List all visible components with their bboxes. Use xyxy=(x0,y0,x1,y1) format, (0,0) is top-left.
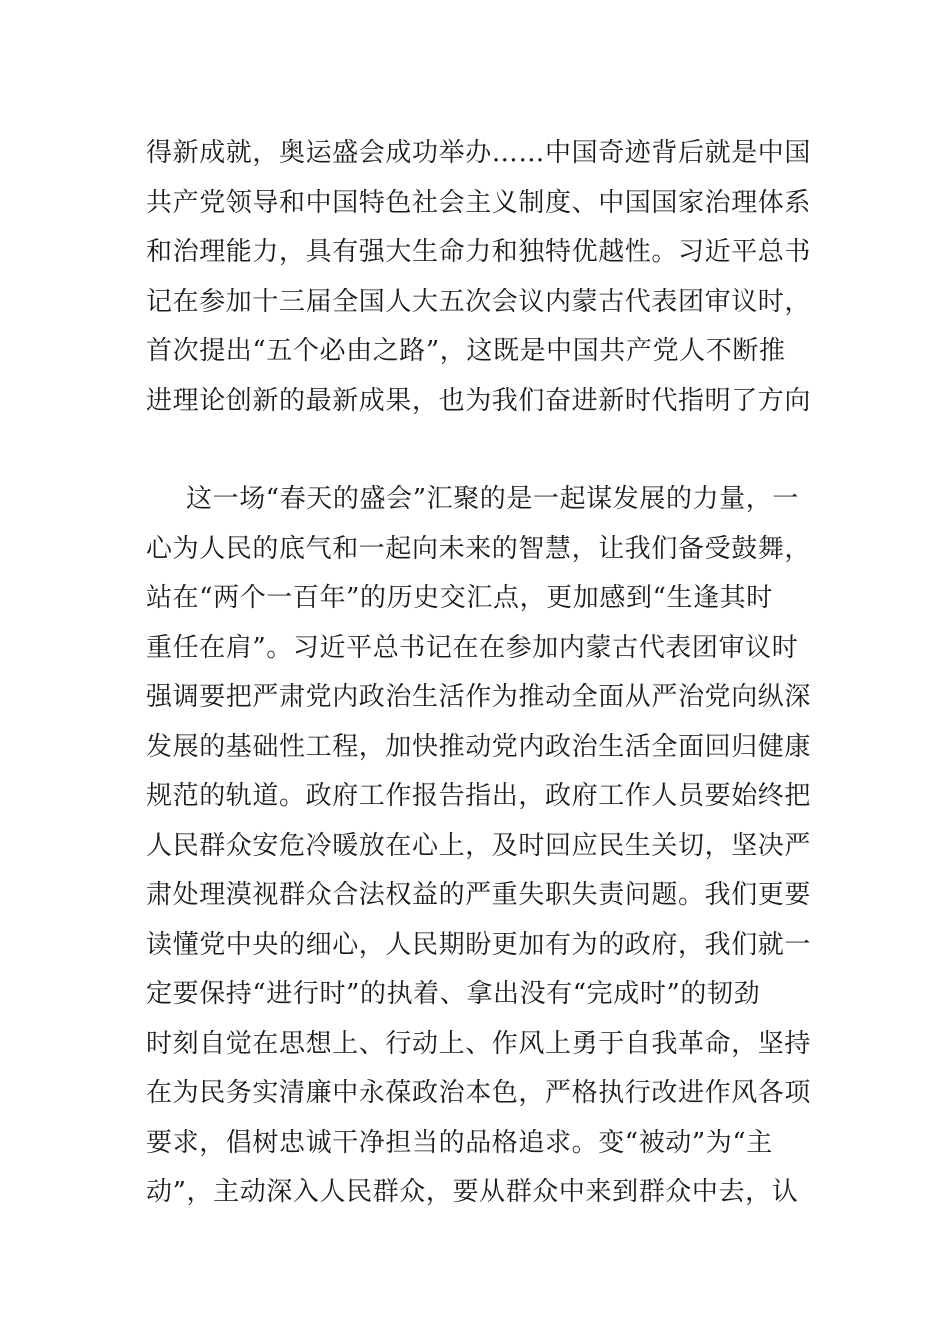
paragraph-line: 和治理能力，具有强大生命力和独特优越性。习近平总书 xyxy=(146,237,812,267)
paragraph-line: 时刻自觉在思想上、行动上、作风上勇于自我革命，坚持 xyxy=(146,1029,812,1059)
paragraph-line: 肃处理漠视群众合法权益的严重失职失责问题。我们更要 xyxy=(146,880,812,910)
paragraph-line: 动”，主动深入人民群众，要从群众中来到群众中去，认 xyxy=(146,1177,799,1207)
paragraph-line: 重任在肩”。习近平总书记在在参加内蒙古代表团审议时 xyxy=(146,633,799,663)
paragraph-line: 规范的轨道。政府工作报告指出，政府工作人员要始终把 xyxy=(146,781,812,811)
paragraph-line: 读懂党中央的细心，人民期盼更加有为的政府，我们就一 xyxy=(146,930,812,960)
paragraph-line: 站在“两个一百年”的历史交汇点，更加感到“生逢其时 xyxy=(146,583,773,613)
paragraph-line: 得新成就，奥运盛会成功举办……中国奇迹背后就是中国 xyxy=(146,138,812,168)
paragraph-line: 强调要把严肃党内政治生活作为推动全面从严治党向纵深 xyxy=(146,682,812,712)
paragraph-line: 在为民务实清廉中永葆政治本色，严格执行改进作风各项 xyxy=(146,1078,812,1108)
paragraph-line: 要求，倡树忠诚干净担当的品格追求。变“被动”为“主 xyxy=(146,1128,773,1158)
paragraph-line: 进理论创新的最新成果，也为我们奋进新时代指明了方向 xyxy=(146,386,812,416)
paragraph-line: 心为人民的底气和一起向未来的智慧，让我们备受鼓舞， xyxy=(146,534,812,564)
paragraph-line: 记在参加十三届全国人大五次会议内蒙古代表团审议时， xyxy=(146,287,812,317)
paragraph-line: 这一场“春天的盛会”汇聚的是一起谋发展的力量，一 xyxy=(186,484,799,514)
paragraph-line: 首次提出“五个必由之路”，这既是中国共产党人不断推 xyxy=(146,336,786,366)
paragraph-line: 发展的基础性工程，加快推动党内政治生活全面回归健康 xyxy=(146,732,812,762)
paragraph-line: 共产党领导和中国特色社会主义制度、中国国家治理体系 xyxy=(146,188,812,218)
paragraph-line: 定要保持“进行时”的执着、拿出没有“完成时”的韧劲 xyxy=(146,979,761,1009)
paragraph-line: 人民群众安危冷暖放在心上，及时回应民生关切，坚决严 xyxy=(146,831,812,861)
